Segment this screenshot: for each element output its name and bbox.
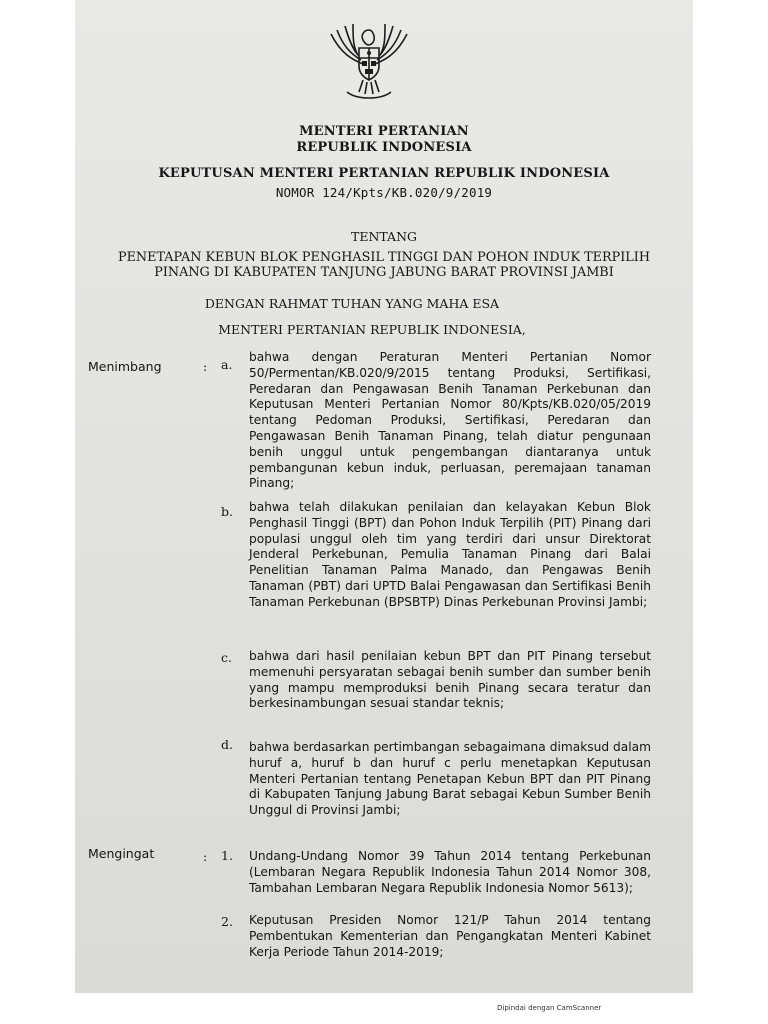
menimbang-colon: : (203, 359, 208, 374)
mengingat-label: Mengingat (88, 846, 155, 861)
decree-title: KEPUTUSAN MENTERI PERTANIAN REPUBLIK INDONESIA (158, 166, 610, 181)
menimbang-marker-d: d. (221, 737, 233, 752)
menimbang-item-c: bahwa dari hasil penilaian kebun BPT dan PIT Pinang tersebut memenuhi persyaratan sebagai benih sumber dan sumber benih yang mampu memproduksi benih Pinang secara teratur dan berkesinambungan sesuai standar teknis; (249, 649, 651, 711)
mengingat-marker-1: 1. (221, 848, 233, 863)
ministry-name: MENTERI PERTANIAN (299, 124, 469, 139)
mengingat-item-2: Keputusan Presiden Nomor 121/P Tahun 2014 tentang Pembentukan Kementerian dan Pengangkatan Menteri Kabinet Kerja Periode Tahun 2014-2019; (249, 913, 651, 959)
menimbang-marker-c: c. (221, 650, 232, 665)
menimbang-marker-a: a. (221, 357, 233, 372)
menimbang-item-d: bahwa berdasarkan pertimbangan sebagaimana dimaksud dalam huruf a, huruf b dan huruf c perlu menetapkan Keputusan Menteri Pertanian tentang Penetapan Kebun BPT dan PIT Pinang di Kabupaten Tanjung Jabung Barat sebagai Kebun Sumber Benih Unggul di Provinsi Jambi; (249, 740, 651, 818)
invocation: DENGAN RAHMAT TUHAN YANG MAHA ESA (204, 296, 500, 311)
about-label: TENTANG (350, 229, 417, 244)
menimbang-item-a: bahwa dengan Peraturan Menteri Pertanian Nomor 50/Permentan/KB.020/9/2015 tentang Produksi, Sertifikasi, Peredaran dan Pengawasan Benih Tanaman Perkebunan dan Keputusan Menteri Pertanian Nomor 80/Kpts/KB.020/05/2019 tentang Pedoman Produksi, Sertifikasi, Peredaran dan Pengawasan Benih Tanaman Pinang, telah diatur pengunaan benih unggul untuk pengembangan diantaranya untuk pembangunan kebun induk, perluasan, peremajaan tanaman Pinang; (249, 350, 651, 491)
country-name: REPUBLIK INDONESIA (296, 140, 472, 155)
menimbang-label: Menimbang (88, 359, 162, 374)
menimbang-item-b: bahwa telah dilakukan penilaian dan kelayakan Kebun Blok Penghasil Tinggi (BPT) dan Pohon Induk Terpilih (PIT) Pinang dari populasi unggul oleh tim yang terdiri dari unsur Direktorat Jenderal Perkebunan, Pemulia Tanaman Pinang dari Balai Penelitian Tanaman Palma Manado, dan Pengawas Benih Tanaman (PBT) dari UPTD Balai Pengawasan dan Sertifikasi Benih Tanaman Perkebunan (BPSBTP) Dinas Perkebunan Provinsi Jambi; (249, 500, 651, 609)
scanner-watermark: Dipindai dengan CamScanner (497, 1004, 602, 1012)
decree-subject-line2: PINANG DI KABUPATEN TANJUNG JABUNG BARAT PROVINSI JAMBI (154, 265, 614, 280)
mengingat-item-1: Undang-Undang Nomor 39 Tahun 2014 tentang Perkebunan (Lembaran Negara Republik Indonesia Tahun 2014 Nomor 308, Tambahan Lembaran Negara Republik Indonesia Nomor 5613); (249, 849, 651, 895)
garuda-emblem-icon (323, 20, 415, 102)
mengingat-marker-2: 2. (221, 914, 233, 929)
issuer: MENTERI PERTANIAN REPUBLIK INDONESIA, (218, 322, 526, 337)
menimbang-marker-b: b. (221, 504, 233, 519)
mengingat-colon: : (203, 849, 208, 864)
decree-subject-line1: PENETAPAN KEBUN BLOK PENGHASIL TINGGI DAN POHON INDUK TERPILIH (117, 250, 650, 265)
scanned-page (75, 0, 693, 993)
decree-number: NOMOR 124/Kpts/KB.020/9/2019 (275, 185, 493, 200)
